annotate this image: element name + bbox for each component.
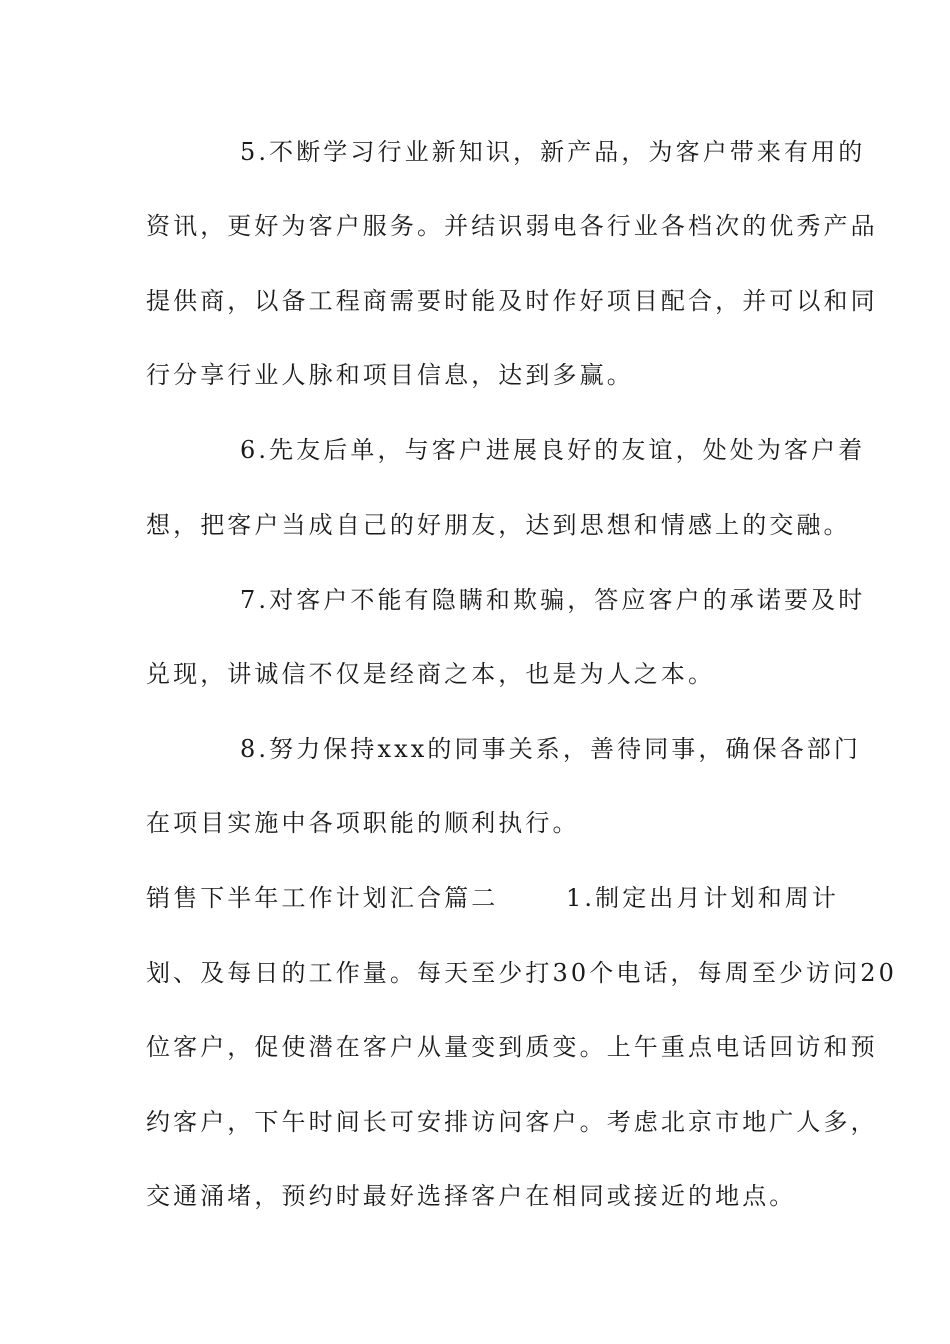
paragraph-5-line-4: 行分享行业人脉和项目信息，达到多赢。 bbox=[146, 361, 634, 389]
paragraph-6-line-1: 6.先友后单，与客户进展良好的友谊，处处为客户着 bbox=[240, 436, 866, 464]
paragraph-7-line-2: 兑现，讲诚信不仅是经商之本，也是为人之本。 bbox=[146, 660, 716, 688]
plan-item-1-line-1: 1.制定出月计划和周计 bbox=[566, 884, 839, 912]
paragraph-6-line-2: 想，把客户当成自己的好朋友，达到思想和情感上的交融。 bbox=[146, 511, 851, 539]
plan-item-1-line-5: 交通涌堵，预约时最好选择客户在相同或接近的地点。 bbox=[146, 1182, 797, 1210]
paragraph-7-line-1: 7.对客户不能有隐瞒和欺骗，答应客户的承诺要及时 bbox=[240, 586, 866, 614]
paragraph-5-line-3: 提供商，以备工程商需要时能及时作好项目配合，并可以和同 bbox=[146, 287, 878, 315]
paragraph-5-line-2: 资讯，更好为客户服务。并结识弱电各行业各档次的优秀产品 bbox=[146, 212, 878, 240]
plan-item-1-line-4: 约客户，下午时间长可安排访问客户。考虑北京市地广人多， bbox=[146, 1108, 878, 1136]
plan-item-1-line-2: 划、及每日的工作量。每天至少打30个电话，每周至少访问20 bbox=[146, 959, 897, 987]
plan-item-1-line-3: 位客户，促使潜在客户从量变到质变。上午重点电话回访和预 bbox=[146, 1033, 878, 1061]
paragraph-8-line-2: 在项目实施中各项职能的顺利执行。 bbox=[146, 809, 580, 837]
paragraph-5-line-1: 5.不断学习行业新知识，新产品，为客户带来有用的 bbox=[240, 138, 866, 166]
paragraph-8-line-1: 8.努力保持xxx的同事关系，善待同事，确保各部门 bbox=[240, 735, 862, 763]
section-heading: 销售下半年工作计划汇合篇二 bbox=[146, 884, 499, 912]
